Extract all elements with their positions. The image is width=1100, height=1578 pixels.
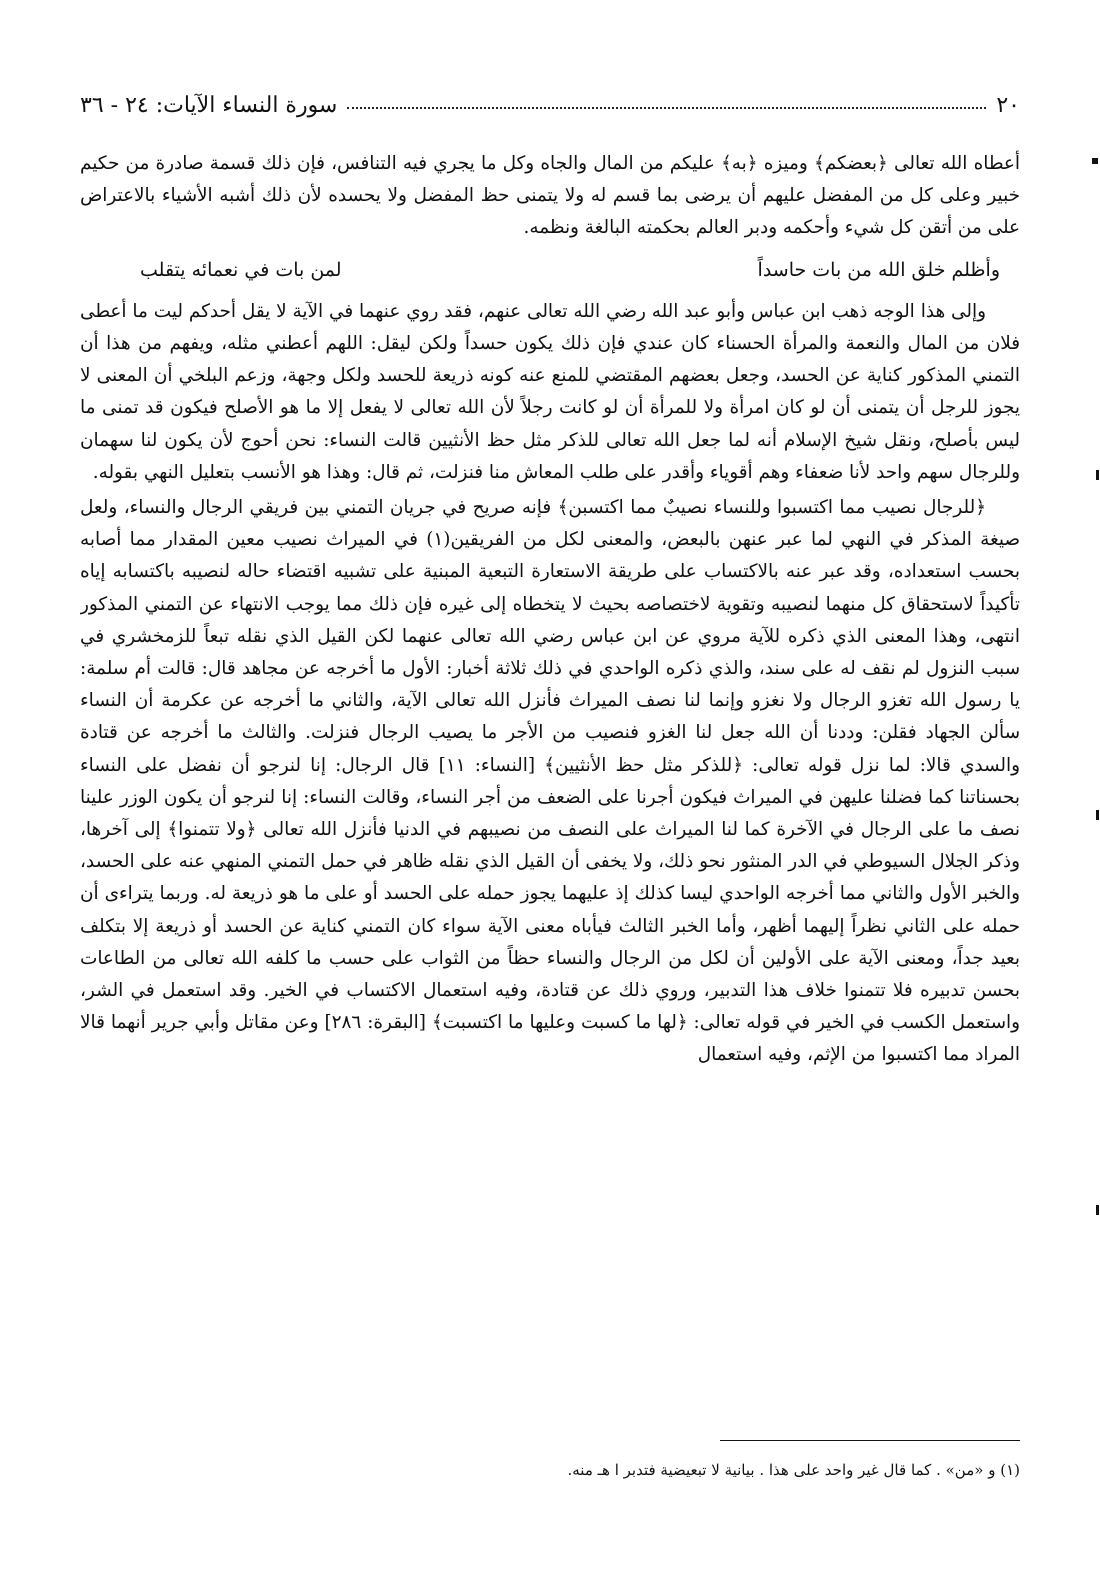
paragraph: وإلى هذا الوجه ذهب ابن عباس وأبو عبد الله رضي الله تعالى عنهم، فقد روي عنهما في الآية لا يقل أحدكم ليت ما أعطى فلان من المال والنعمة والمرأة الحسناء كان عندي فإن ذلك يكون حسداً ولكن ليقل: اللهم أعطني مثله، ويفهم من هذا أن التمني المذكور كناية عن الحسد، وجعل بعضهم المقتضي للمنع عنه كونه ذريعة للحسد ولكل وجهة، وزعم البلخي أن المعنى لا يجوز للرجل أن يتمنى أن لو كان امرأة ولا للمرأة أن لو كانت رجلاً لأن الله تعالى لا يفعل إلا ما هو الأصلح فيكون قد تمنى ما ليس بأصلح، ونقل شيخ الإسلام أنه لما جعل الله تعالى للذكر مثل حظ الأنثيين قالت النساء: نحن أحوج لأن يكون لنا سهمان وللرجال سهم واحد لأنا ضعفاء وهم أقوياء وأقدر على طلب المعاش منا فنزلت، ثم قال: وهذا هو الأنسب بتعليل النهي بقوله. [80,300,1020,483]
running-header [80,80,1020,130]
paragraph: أعطاه الله تعالى ﴿بعضكم﴾ وميزه ﴿به﴾ عليكم من المال والجاه وكل ما يجري فيه التنافس، فإن ذلك قسمة صادرة من حكيم خبير وعلى كل من المفضل عليهم أن يرضى بما قسم له ولا يتمنى حظ المفضل ولا يحسده لأن ذلك أشبه الأشياء بالاعتراض على من أتقن كل شيء وأحكمه ودبر العالم بحكمته البالغة ونظمه. [80,153,1020,239]
poem-first-hemistich: وأظلم خلق الله من بات حاسداً [757,258,1000,281]
page-number: ٢٠ [996,92,1020,118]
book-page [80,80,1020,1540]
header-dotted-leader [347,107,986,109]
scan-mark [1096,470,1099,480]
scan-mark [1096,810,1099,820]
poem-verse [80,248,1020,296]
paragraph: ﴿للرجال نصيب مما اكتسبوا وللنساء نصيبٌ مما اكتسبن﴾ فإنه صريح في جريان التمني بين فريقي الرجال والنساء، ولعل صيغة المذكر في النهي لما عبر عنهن بالبعض، والمعنى لكل من الفريقين(١) في الميراث نصيب معين المقدار مما أصابه بحسب استعداده، وقد عبر عنه بالاكتساب على طريقة الاستعارة التبعية المبنية على تشبيه اقتضاء حاله لنصيبه باكتسابه إياه تأكيداً لاستحقاق كل منهما لنصيبه وتقوية لاختصاصه بحيث لا يتخطاه إلى غيره فإن ذلك مما يوجب الانتهاء عن التمني المذكور انتهى، وهذا المعنى الذي ذكره للآية مروي عن ابن عباس رضي الله تعالى عنهما لكن القيل الذي نقله تبعاً للزمخشري في سبب النزول لم نقف له على سند، والذي ذكره الواحدي في ذلك ثلاثة أخبار: الأول ما أخرجه عن مجاهد قال: قالت أم سلمة: يا رسول الله تغزو الرجال ولا نغزو وإنما لنا نصف الميراث فأنزل الله تعالى الآية، والثاني ما أخرجه عن عكرمة أن النساء سألن الجهاد فقلن: وددنا أن الله جعل لنا الغزو فنصيب من الأجر ما يصيب الرجال فنزلت. والثالث ما أخرجه عن قتادة والسدي قالا: لما نزل قوله تعالى: ﴿للذكر مثل حظ الأنثيين﴾ [النساء: ١١] قال الرجال: إنا لنرجو أن نفضل على النساء بحسناتنا كما فضلنا عليهن في الميراث فيكون أجرنا على الضعف من أجر النساء، وقالت النساء: إنا لنرجو أن يكون الوزر علينا نصف ما على الرجال في الآخرة كما لنا الميراث على النصف من نصيبهم في الدنيا فأنزل الله تعالى ﴿ولا تتمنوا﴾ إلى آخرها، وذكر الجلال السيوطي في الدر المنثور نحو ذلك، ولا يخفى أن القيل الذي نقله ظاهر في حمل التمني المنهي عنه على الحسد، والخبر الأول والثاني مما أخرجه الواحدي ليسا كذلك إذ عليهما يجوز حمله على الحسد أو على ما هو ذريعة له. وربما يتراءى أن حمله على الثاني نظراً إليهما أظهر، وأما الخبر الثالث فيأباه معنى الآية سواء كان التمني كناية عن الحسد أو ذريعة إلا بتكلف بعيد جداً، ومعنى الآية على الأولين أن لكل من الرجال والنساء حظاً من الثواب على حسب ما كلفه الله تعالى من الطاعات بحسن تدبيره فلا تتمنوا خلاف هذا التدبير، وروي ذلك عن قتادة، وفيه استعمال الاكتساب في الخير. وقد استعمل في الشر، واستعمل الكسب في الخير في قوله تعالى: ﴿لها ما كسبت وعليها ما اكتسبت﴾ [البقرة: ٢٨٦] وعن مقاتل وأبي جرير أنهما قالا المراد مما اكتسبوا من الإثم، وفيه استعمال [80,497,1020,1066]
scan-mark [1096,1205,1099,1215]
footnote-separator [720,1440,1020,1441]
poem-second-hemistich: لمن بات في نعمائه يتقلب [140,258,342,281]
footnote: (١) و «من» . كما قال غير واحد على هذا . بيانية لا تبعيضية فتدبر ا هـ منه. [567,1461,1020,1479]
scan-mark [1092,158,1098,164]
page-body [80,148,1020,1393]
running-title: سورة النساء الآيات: ٢٤ - ٣٦ [80,92,338,118]
